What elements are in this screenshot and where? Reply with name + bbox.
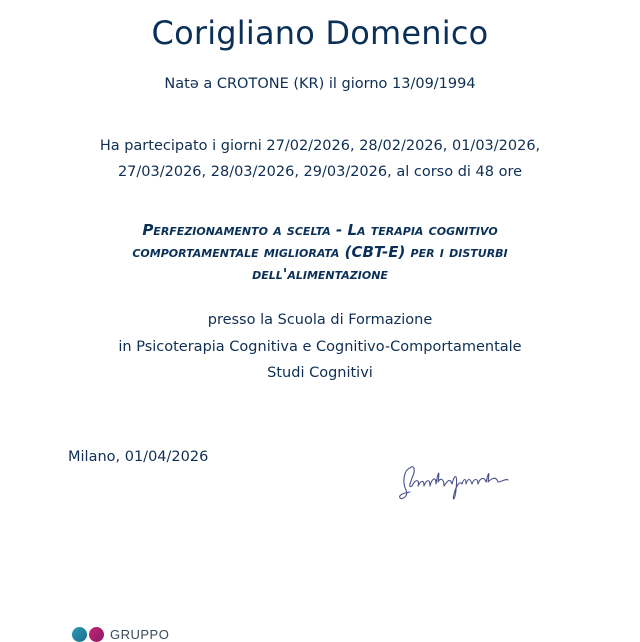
course-title-line-1: Perfezionamento a scelta - La terapia cognitivo: [142, 221, 498, 239]
course-title-line-2: comportamentale migliorata (CBT-E) per i disturbi: [132, 243, 508, 261]
school-line-1: presso la Scuola di Formazione: [207, 312, 433, 328]
participation-line-2: 27/03/2026, 28/03/2026, 29/03/2026, al corso di 48 ore: [117, 164, 523, 180]
participation-line-1: Ha partecipato i giorni 27/02/2026, 28/02/2026, 01/03/2026,: [99, 138, 541, 154]
school-info: [60, 307, 580, 387]
school-line-2: in Psicoterapia Cognitiva e Cognitivo-Comportamentale: [118, 338, 522, 355]
signature-image: [396, 460, 526, 506]
course-title: [70, 219, 570, 285]
participation-text: [60, 133, 580, 185]
place-date: Milano, 01/04/2026: [68, 449, 209, 465]
course-title-line-3: dell'alimentazione: [252, 265, 388, 283]
recipient-name: Corigliano Domenico: [151, 14, 489, 52]
birth-info: Natə a CROTONE (KR) il giorno 13/09/1994: [164, 76, 476, 92]
logo-text: GRUPPO: [110, 627, 170, 642]
school-line-3: Studi Cognitivi: [267, 365, 373, 381]
